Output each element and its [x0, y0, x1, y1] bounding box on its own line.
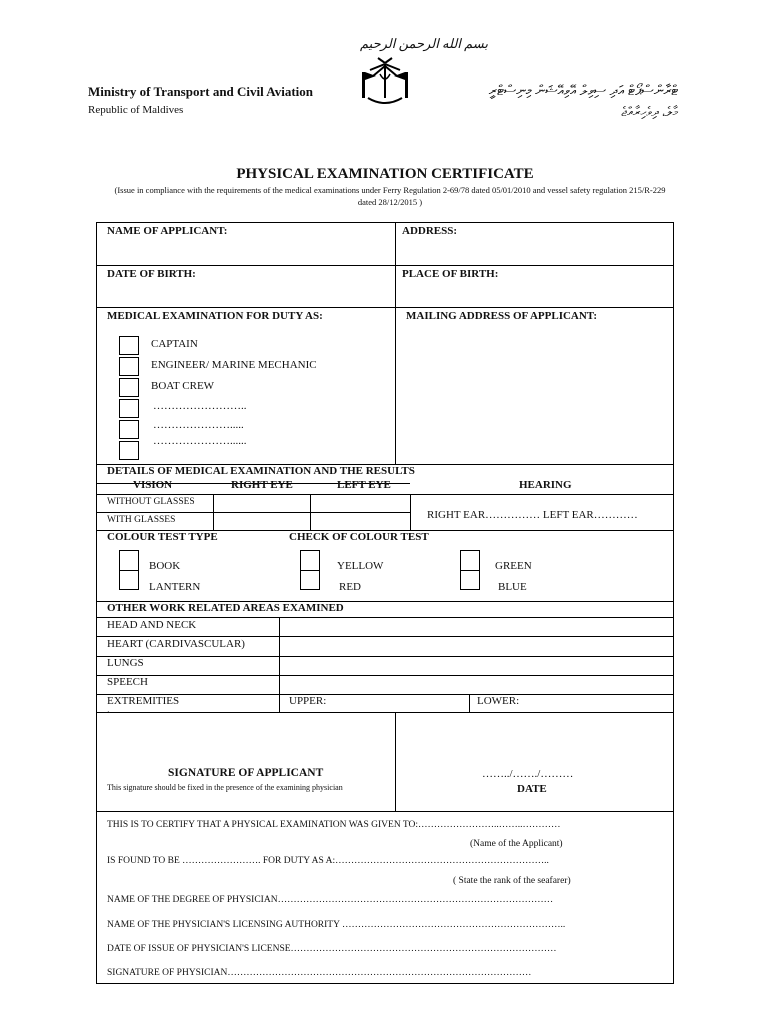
signature-note: This signature should be fixed in the presence of the examining physician: [107, 783, 343, 792]
date-field[interactable]: ……../……./………: [482, 768, 574, 780]
engineer-option-label: ENGINEER/ MARINE MECHANIC: [151, 359, 317, 371]
ministry-name-dhivehi: ޓްރާންސްޕޯޓް އަދި ސިވިލް އޭވިއޭޝަން މިނިސްޓްރީ: [488, 84, 678, 99]
ministry-name: Ministry of Transport and Civil Aviation: [88, 84, 313, 99]
page-subtitle: (Issue in compliance with the requirements of the medical examinations under Ferry Regulation 2-69/78 dated 05/01/2010 and vessel safety regulation 215/R-229 dated 28/12/2015 ): [114, 185, 666, 207]
found-fit-line[interactable]: IS FOUND TO BE ……………………. FOR DUTY AS A:…………………………………………………………..: [107, 856, 549, 866]
left-eye-without-glasses-field[interactable]: [311, 495, 409, 511]
hearing-result[interactable]: RIGHT EAR…………… LEFT EAR…………: [427, 509, 638, 521]
check-of-colour-test-label: CHECK OF COLOUR TEST: [289, 531, 429, 543]
other-duty-blank-2: ………………….....: [153, 419, 244, 431]
signature-of-applicant-label: SIGNATURE OF APPLICANT: [168, 767, 324, 779]
licensing-authority-line[interactable]: NAME OF THE PHYSICIAN'S LICENSING AUTHORITY ……………………………………………………………..: [107, 920, 566, 930]
lungs-field[interactable]: [280, 657, 672, 674]
maldives-emblem-icon: [356, 54, 414, 115]
heart-label: HEART (CARDIVASCULAR): [107, 638, 245, 650]
address-field[interactable]: [397, 239, 671, 264]
without-glasses-label: WITHOUT GLASSES: [107, 497, 195, 507]
head-neck-label: HEAD AND NECK: [107, 619, 197, 631]
yellow-label: YELLOW: [337, 560, 384, 572]
degree-of-physician-line[interactable]: NAME OF THE DEGREE OF PHYSICIAN……………………………………………………………………………: [107, 895, 554, 905]
stray-backtick: `: [107, 710, 111, 722]
right-eye-without-glasses-field[interactable]: [214, 495, 309, 511]
other-areas-heading: OTHER WORK RELATED AREAS EXAMINED: [107, 602, 344, 614]
engineer-checkbox[interactable]: [119, 357, 139, 376]
name-of-applicant-field[interactable]: [98, 239, 394, 264]
other-duty-blank-3: …………………......: [153, 435, 247, 447]
other-duty-blank-1: ……………………..: [153, 400, 247, 412]
yellow-red-checkbox[interactable]: [300, 550, 320, 590]
right-eye-header: RIGHT EYE: [231, 479, 293, 491]
name-of-applicant-note: (Name of the Applicant): [470, 839, 563, 849]
book-label: BOOK: [149, 560, 181, 572]
green-blue-checkbox[interactable]: [460, 550, 480, 590]
bismillah-calligraphy: بسم الله الرحمن الرحيم: [360, 36, 489, 51]
lungs-label: LUNGS: [107, 657, 144, 669]
applicant-signature-field[interactable]: [98, 713, 394, 765]
speech-field[interactable]: [280, 676, 672, 693]
with-glasses-label: WITH GLASSES: [107, 515, 176, 525]
certificate-form: [96, 222, 674, 984]
certify-line[interactable]: THIS IS TO CERTIFY THAT A PHYSICAL EXAMINATION WAS GIVEN TO:……………………..……..…………: [107, 820, 561, 830]
mailing-address-label: MAILING ADDRESS OF APPLICANT:: [406, 310, 597, 322]
date-of-birth-label: DATE OF BIRTH:: [107, 268, 196, 280]
duty-label: MEDICAL EXAMINATION FOR DUTY AS:: [107, 310, 323, 322]
other-duty-checkbox-1[interactable]: [119, 399, 139, 418]
rank-note: ( State the rank of the seafarer): [453, 876, 571, 886]
upper-extremities-field[interactable]: UPPER:: [289, 695, 327, 707]
place-of-birth-field[interactable]: [397, 283, 671, 306]
head-neck-field[interactable]: [280, 618, 672, 635]
date-of-birth-field[interactable]: [98, 283, 394, 306]
license-issue-date-line[interactable]: DATE OF ISSUE OF PHYSICIAN'S LICENSE…………………………………………………………………………: [107, 944, 557, 954]
name-of-applicant-label: NAME OF APPLICANT:: [107, 225, 228, 237]
blue-label: BLUE: [498, 581, 527, 593]
captain-option-label: CAPTAIN: [151, 338, 198, 350]
details-heading: DETAILS OF MEDICAL EXAMINATION AND THE RESULTS: [107, 465, 415, 477]
date-label: DATE: [517, 783, 547, 795]
city-dhivehi: މާލެ، ދިވެހިރާއްޖެ: [621, 104, 678, 119]
physician-signature-line[interactable]: SIGNATURE OF PHYSICIAN……………………………………………………………………………………: [107, 968, 532, 978]
book-lantern-checkbox[interactable]: [119, 550, 139, 590]
boat-crew-option-label: BOAT CREW: [151, 380, 215, 392]
mailing-address-field[interactable]: [397, 325, 671, 463]
lantern-label: LANTERN: [149, 581, 201, 593]
left-eye-with-glasses-field[interactable]: [311, 513, 409, 529]
right-eye-with-glasses-field[interactable]: [214, 513, 309, 529]
republic-name: Republic of Maldives: [88, 104, 184, 116]
lower-extremities-field[interactable]: LOWER:: [477, 695, 520, 707]
red-label: RED: [339, 581, 361, 593]
captain-checkbox[interactable]: [119, 336, 139, 355]
other-duty-checkbox-3[interactable]: [119, 441, 139, 460]
green-label: GREEN: [495, 560, 532, 572]
heart-field[interactable]: [280, 637, 672, 655]
extremities-label: EXTREMITIES: [107, 695, 180, 707]
page-title: PHYSICAL EXAMINATION CERTIFICATE: [236, 166, 534, 182]
place-of-birth-label: PLACE OF BIRTH:: [402, 268, 499, 280]
other-duty-checkbox-2[interactable]: [119, 420, 139, 439]
speech-label: SPEECH: [107, 676, 148, 688]
left-eye-header: LEFT EYE: [337, 479, 391, 491]
hearing-header: HEARING: [519, 479, 572, 491]
boat-crew-checkbox[interactable]: [119, 378, 139, 397]
vision-header: VISION: [133, 479, 173, 491]
address-label: ADDRESS:: [402, 225, 458, 237]
colour-test-type-label: COLOUR TEST TYPE: [107, 531, 218, 543]
